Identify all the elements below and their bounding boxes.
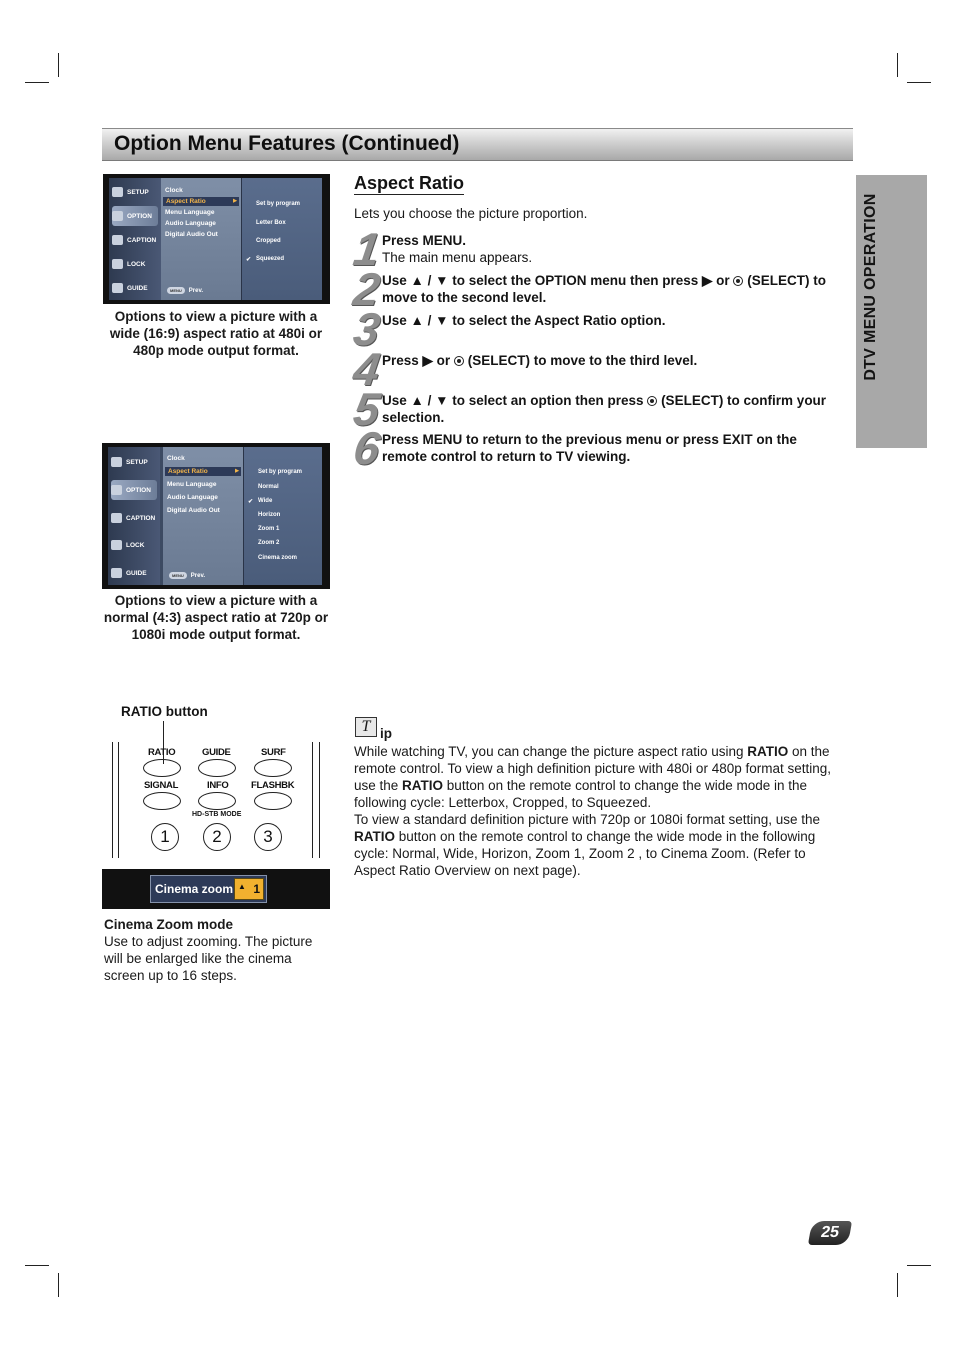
menu-middle-column: [163, 447, 243, 585]
menu-middle-item: Digital Audio Out: [167, 507, 220, 514]
menu-key: MENU: [167, 287, 185, 294]
menu-right-column: [241, 178, 322, 300]
step-number: 3: [350, 303, 384, 355]
step-3: [350, 303, 844, 355]
menu-item-guide: GUIDE: [112, 278, 158, 298]
title-bar: [102, 128, 853, 161]
info-button: [198, 792, 236, 810]
guide-button: [198, 759, 236, 777]
crop-mark: [58, 1273, 59, 1297]
menu-option: Letter Box: [256, 220, 286, 226]
cinema-zoom-body: Use to adjust zooming. The picture will be enlarged like the cinema screen up to 16 steps.: [104, 934, 313, 983]
remote-edge: [112, 742, 113, 858]
step-text: Use ▲ / ▼ to select the OPTION menu then press ▶ or: [382, 273, 730, 288]
number-button-1: 1: [151, 823, 179, 851]
step-number: 2: [350, 263, 384, 315]
check-icon: ✔: [246, 257, 252, 263]
menu-option: Set by program: [258, 469, 303, 475]
menu-option: Zoom 1: [258, 526, 280, 532]
menu1-caption: Options to view a picture with a wide (16:9) aspect ratio at 480i or 480p mode output format.: [109, 309, 323, 358]
tip-body: While watching TV, you can change the picture aspect ratio using RATIO on the remote control. To view a high definition picture with 480i or 480p format setting, use the RATIO button on the remote control to change the wide mode in the following cycle: Letterbox, Cropped, to Squeezed. To view a standard definition picture with 720p or 1080i format setting, use the RATIO button on the remote control to change the wide mode in the following cycle: Normal, Wide, Horizon, Zoom 1, Zoom 2 , to Cinema Zoom. (Refer to Aspect Ratio Overview on next page).: [354, 744, 832, 878]
crop-mark: [25, 1265, 49, 1266]
option-icon: [112, 211, 123, 221]
guide-icon: [112, 283, 123, 293]
step-1: [350, 223, 844, 275]
setup-icon: [111, 457, 122, 467]
step-detail: The main menu appears.: [382, 250, 533, 265]
step-number: 1: [350, 223, 384, 275]
remote-edge: [312, 742, 313, 858]
menu-item-lock: LOCK: [112, 254, 158, 274]
remote-label-surf: SURF: [261, 747, 286, 758]
menu-option: Normal: [258, 484, 279, 490]
step-5: [350, 383, 844, 435]
step-text: Press ▶ or: [382, 353, 451, 368]
crop-mark: [897, 53, 898, 77]
menu-option: Cinema zoom: [258, 555, 298, 561]
menu-item-option: OPTION: [112, 206, 158, 226]
menu-option: Set by program: [256, 201, 301, 207]
menu2-caption: Options to view a picture with a normal (4:3) aspect ratio at 720p or 1080i mode output format.: [103, 593, 329, 642]
page-number: 25: [808, 1221, 852, 1245]
menu-item-option: OPTION: [111, 480, 157, 500]
select-icon: [647, 396, 657, 406]
menu-middle-column: [161, 178, 241, 300]
menu-item-setup: SETUP: [112, 182, 158, 202]
menu-item-lock: LOCK: [111, 535, 157, 555]
step-number: 5: [350, 383, 384, 435]
remote-label-signal: SIGNAL: [144, 780, 179, 791]
step-text: (SELECT) to move to the second level.: [382, 273, 826, 305]
side-tab-label: DTV MENU OPERATION: [862, 193, 879, 381]
cinema-zoom-value: ▲ 1: [234, 878, 264, 900]
ratio-button: [143, 759, 181, 777]
menu-middle-item-selected: Aspect Ratio ▶: [163, 197, 239, 206]
option-icon: [111, 485, 122, 495]
check-icon: ✔: [248, 499, 254, 505]
lock-icon: [112, 259, 123, 269]
remote-edge: [118, 742, 119, 858]
hd-stb-mode-label: HD-STB MODE: [192, 811, 242, 818]
crop-mark: [907, 1265, 931, 1266]
number-button-3: 3: [254, 823, 282, 851]
tip-heading: ip: [380, 726, 392, 741]
crop-mark: [907, 82, 931, 83]
menu-left-column: [108, 447, 160, 585]
step-text: (SELECT) to confirm your selection.: [382, 393, 827, 425]
surf-button: [254, 759, 292, 777]
menu-key: MENU: [169, 572, 187, 579]
prev-hint: MENU Prev.: [167, 287, 203, 294]
page-title: Option Menu Features (Continued): [114, 132, 460, 155]
step-text: Press MENU to return to the previous menu or press EXIT on the remote control to return to TV viewing.: [382, 432, 797, 464]
step-6: [350, 422, 844, 474]
cinema-zoom-description: [104, 916, 324, 984]
menu-left-column: [109, 178, 161, 300]
lock-icon: [111, 540, 122, 550]
menu-option: Horizon: [258, 512, 281, 518]
crop-mark: [25, 82, 49, 83]
menu-middle-item: Clock: [165, 187, 183, 194]
remote-label-ratio: RATIO: [148, 747, 176, 758]
select-icon: [733, 276, 743, 286]
menu-screenshot-wide: [103, 174, 330, 304]
step-4: [350, 343, 844, 395]
menu-screenshot-normal: [102, 443, 330, 589]
step-text: Use ▲ / ▼ to select the Aspect Ratio option.: [382, 313, 666, 328]
remote-label-info: INFO: [207, 780, 229, 791]
step-2: [350, 263, 844, 315]
menu-middle-item: Menu Language: [167, 481, 217, 488]
guide-icon: [111, 568, 122, 578]
prev-hint: MENU Prev.: [169, 572, 205, 579]
step-number: 6: [350, 422, 384, 474]
menu-option-checked: ✔ Wide: [248, 498, 273, 505]
cinema-zoom-box: [150, 875, 267, 903]
menu-middle-item: Audio Language: [165, 220, 216, 227]
flashbk-button: [254, 792, 292, 810]
menu-option: Cropped: [256, 238, 281, 244]
tip-icon: T: [355, 717, 377, 737]
section-intro: Lets you choose the picture proportion.: [354, 206, 588, 221]
menu-middle-item: Digital Audio Out: [165, 231, 218, 238]
caption-icon: [112, 235, 123, 245]
signal-button: [143, 792, 181, 810]
remote-label-flashbk: FLASHBK: [251, 780, 295, 791]
caption-icon: [111, 513, 122, 523]
step-text: Press MENU.: [382, 233, 467, 248]
section-heading: Aspect Ratio: [354, 173, 465, 193]
step-text: (SELECT) to move to the third level.: [467, 353, 698, 368]
remote-control-illustration: [112, 742, 322, 858]
step-number: 4: [350, 343, 384, 395]
setup-icon: [112, 187, 123, 197]
menu-item-setup: SETUP: [111, 452, 157, 472]
remote-label-guide: GUIDE: [202, 747, 231, 758]
remote-edge: [319, 742, 320, 858]
step-text: Use ▲ / ▼ to select an option then press: [382, 393, 644, 408]
menu-right-column: [243, 447, 322, 585]
menu-middle-item-selected: Aspect Ratio ▶: [165, 467, 241, 476]
select-icon: [454, 356, 464, 366]
side-tab: [856, 175, 927, 448]
cinema-zoom-osd: [102, 869, 330, 909]
menu-item-caption: CAPTION: [111, 508, 157, 528]
crop-mark: [897, 1273, 898, 1297]
cinema-zoom-label: Cinema zoom: [155, 882, 234, 896]
menu-middle-item: Menu Language: [165, 209, 215, 216]
menu-item-caption: CAPTION: [112, 230, 158, 250]
menu-middle-item: Clock: [167, 455, 185, 462]
menu-option-checked: ✔ Squeezed: [246, 256, 285, 263]
cinema-zoom-title: Cinema Zoom mode: [104, 917, 234, 932]
menu-option: Zoom 2: [258, 540, 280, 546]
menu-item-guide: GUIDE: [111, 563, 157, 583]
ratio-button-callout: RATIO button: [121, 704, 208, 719]
menu-middle-item: Audio Language: [167, 494, 218, 501]
number-button-2: 2: [203, 823, 231, 851]
crop-mark: [58, 53, 59, 77]
